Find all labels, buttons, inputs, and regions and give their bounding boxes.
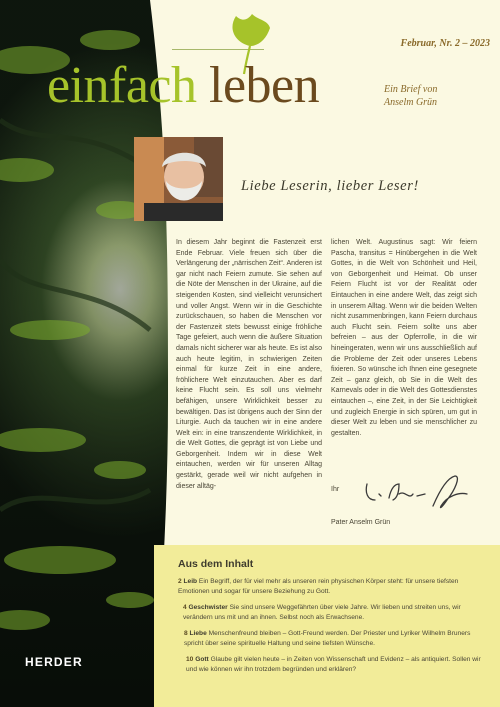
toc-item[interactable] [184, 629, 484, 649]
masthead-subtitle [384, 83, 484, 109]
letter-column-1: In diesem Jahr beginnt die Fastenzeit erst Ende Februar. Viele freuen sich über die Verlängerung der „närrischen Zeit“. Anderen ist gar nicht nach Feiern zumute. Sie sehen auf die Nöte der Menschen in der Ukraine, auf die steigenden Kosten, sind vielleicht verunsichert und voller Angst. Wenn wir in die Geschichte zurückschauen, so haben die Menschen vor der Fastenzeit stets bewusst einige fröhliche Tage gefeiert, auch wenn die äußere Situation damals nicht sicherer war als heute. Es ist also auch heute legitim, in schwierigen Zeiten einmal für kurze Zeit in eine andere, fröhlichere Welt einzutauchen. Aber es darf keine Flucht sein. Es soll uns vielmehr befähigen, unsere Wirklichkeit besser zu bewältigen. Das ist übrigens auch der Sinn der Liturgie. Auch da tauchen wir in eine andere Welt ein: in eine transzendente Wirklichkeit, in die Welt Gottes, die geprägt ist von Liebe und Geborgenheit. Indem wir in diese Welt eintauchen, werden wir für unseren Alltag gestärkt, gerade weil wir nicht aufgehen in dieser alltäg- [176, 239, 322, 490]
toc-keyword: Gott [195, 656, 209, 663]
toc-keyword: Geschwister [188, 604, 228, 611]
toc-item[interactable] [178, 577, 478, 597]
subtitle-line-1: Ein Brief von [384, 84, 438, 95]
masthead-logo [47, 56, 319, 116]
logo-word-einfach: einfach [47, 57, 197, 114]
toc-description: Glaube gilt vielen heute – in Zeiten von Wissenschaft und Evidenz – als antiquiert. Sollen wir und wie können wir ihn trotzdem begründen und erklären? [186, 656, 481, 673]
toc-page-number: 2 [178, 578, 182, 585]
author-portrait-photo [134, 137, 223, 221]
toc-page-number: 8 [184, 630, 188, 637]
issue-date: Februar, Nr. 2 – 2023 [400, 38, 490, 49]
toc-description: Sie sind unsere Weggefährten über viele Jahre. Wir lieben und streiten uns, wir verändern uns mit und an ihnen. Selbst noch als Erwachsene. [183, 604, 461, 621]
toc-description: Ein Begriff, der für viel mehr als unseren rein physischen Körper steht: für unsere tiefsten Emotionen und sogar für unsere Beziehung zu Gott. [178, 578, 459, 595]
subtitle-line-2: Anselm Grün [384, 97, 438, 108]
toc-page-number: 4 [183, 604, 187, 611]
publisher-logo: HERDER [25, 655, 83, 669]
toc-page-number: 10 [186, 656, 194, 663]
toc-description: Menschenfreund bleiben – Gott-Freund werden. Der Priester und Lyriker Wilhelm Bruners spricht über seine spirituelle Haltung und seine tiefsten Wünsche. [184, 630, 471, 647]
letter-author: Pater Anselm Grün [331, 519, 391, 526]
letter-greeting: Liebe Leserin, lieber Leser! [241, 178, 419, 194]
toc-title: Aus dem Inhalt [178, 558, 254, 570]
logo-word-leben: leben [209, 57, 320, 114]
letter-column-2: lichen Welt. Augustinus sagt: Wir feiern Pascha, transitus = Hinübergehen in die Welt Gottes, in die Welt von Schönheit und Heil, von Geborgenheit und Heimat. Ob unser Feiern Flucht ist vor der Realität oder Eintauchen in eine andere Welt, das zeigt sich in unserem Alltag. Wenn wir die beiden Welten nicht zusammenbringen, kann Feiern durchaus auch Flucht sein. Feiern sollte uns aber befreien – aus der Opferrolle, in die wir hineingeraten, wenn wir uns ausschließlich auf die Probleme der Zeit oder unseres Lebens fixieren. So wünsche ich Ihnen eine gesegnete Zeit – ganz gleich, ob Sie in die Welt des Karnevals oder in die Welt des Gottesdienstes eintauchen –, eine Zeit, in der Sie Leichtigkeit und zugleich Energie in sich spüren, um gut in dieser Welt zu leben und sie menschlicher zu gestalten. [331, 239, 477, 437]
handwritten-signature [355, 470, 475, 512]
letter-closing: Ihr [331, 486, 340, 493]
toc-item[interactable] [186, 655, 482, 675]
toc-item[interactable] [183, 603, 483, 623]
toc-keyword: Leib [183, 578, 198, 585]
toc-keyword: Liebe [189, 630, 207, 637]
